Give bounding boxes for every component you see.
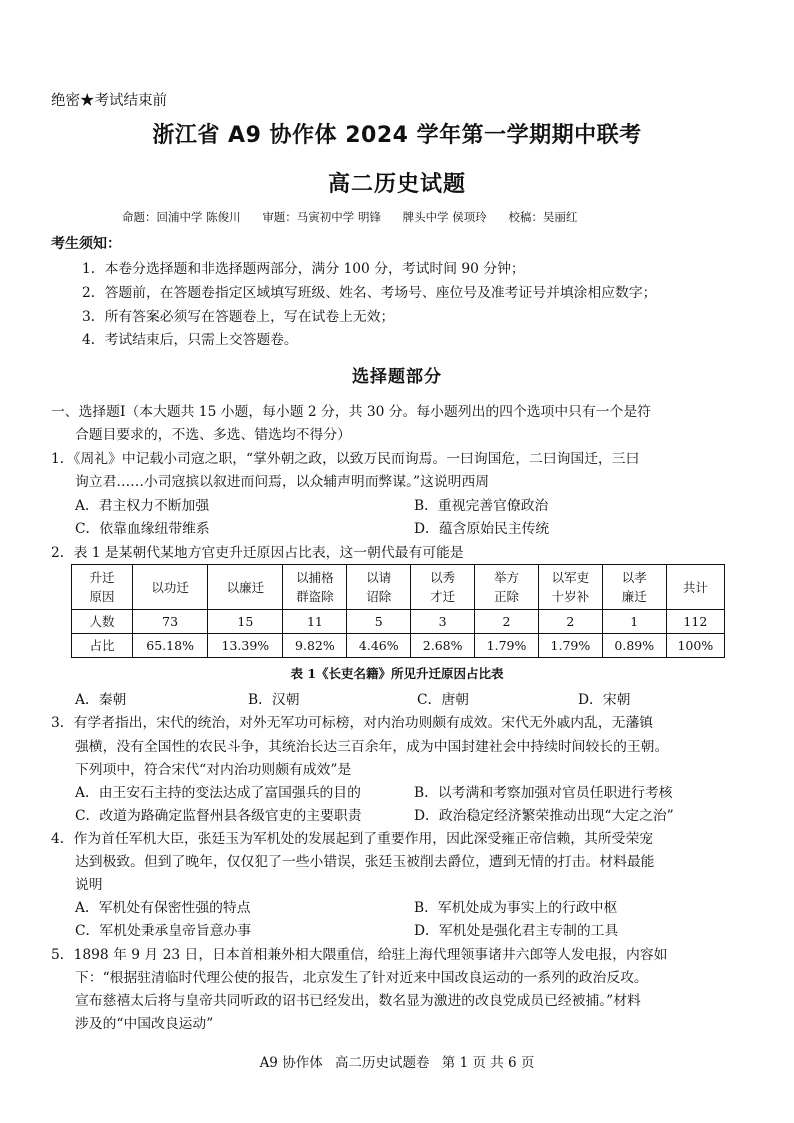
q3-option-a: A．由王安石主持的变法达成了富国强兵的目的 <box>75 785 361 801</box>
table-cell: 112 <box>666 610 724 634</box>
table-header-cell: 以捕格 群盗除 <box>283 565 347 610</box>
notice-item: 4．考试结束后，只需上交答题卷。 <box>82 332 298 348</box>
table-header-cell: 以请 诏除 <box>347 565 411 610</box>
notice-item: 1．本卷分选择题和非选择题两部分，满分 100 分，考试时间 90 分钟； <box>82 261 525 277</box>
credit-reviewer: 审题：马寅初中学 明锋 <box>262 210 381 224</box>
table-header-cell: 以功迁 <box>133 565 208 610</box>
exam-title: 浙江省 A9 协作体 2024 学年第一学期期中联考 <box>152 123 642 148</box>
q5-stem-line: 宣布慈禧太后将与皇帝共同听政的诏书已经发出，数名显为激进的改良党成员已经被捕。”材料 <box>75 993 641 1009</box>
table-header-cell: 升迁 原因 <box>72 565 133 610</box>
credits-line <box>122 209 595 225</box>
q3-option-b: B．以考满和考察加强对官员任职进行考核 <box>414 785 673 801</box>
q3-stem-line: 3．有学者指出，宋代的统治，对外无军功可标榜，对内治功则颇有成效。宋代无外戚内乱，无藩镇 <box>51 715 654 731</box>
table-cell: 15 <box>208 610 283 634</box>
footer-page-number: 第 1 页 共 6 页 <box>441 1055 535 1071</box>
table-row <box>72 610 725 634</box>
promotion-table <box>71 564 725 658</box>
table-cell: 3 <box>411 610 475 634</box>
exam-subtitle: 高二历史试题 <box>327 172 466 197</box>
q3-stem-line: 强横，没有全国性的农民斗争，其统治长达三百余年，成为中国封建社会中持续时间较长的王朝。 <box>75 739 669 755</box>
table-cell: 100% <box>666 634 724 658</box>
table-cell: 65.18% <box>133 634 208 658</box>
table-header-cell: 举方 正除 <box>475 565 539 610</box>
q1-option-c: C．依靠血缘纽带维系 <box>75 521 210 537</box>
table-header-cell: 以廉迁 <box>208 565 283 610</box>
q5-stem-line: 下：“根据驻清临时代理公使的报告，北京发生了针对近来中国改良运动的一系列的政治反攻。 <box>75 970 648 986</box>
q5-stem-line: 5．1898 年 9 月 23 日，日本首相兼外相大隈重信，给驻上海代理领事诸井六郎等人发电报，内容如 <box>51 947 668 963</box>
q2-option-d: D．宋朝 <box>578 692 631 708</box>
table-header-cell: 以秀 才迁 <box>411 565 475 610</box>
q4-option-d: D．军机处是强化君主专制的工具 <box>414 923 619 939</box>
table-cell: 2.68% <box>411 634 475 658</box>
credit-setter: 命题：回浦中学 陈俊川 <box>122 210 241 224</box>
part-instructions-line: 合题目要求的，不选、多选、错选均不得分） <box>75 427 351 443</box>
q4-stem-line: 4．作为首任军机大臣，张廷玉为军机处的发展起到了重要作用，因此深受雍正帝信赖，其所受荣宠 <box>51 831 654 847</box>
table-cell: 2 <box>538 610 602 634</box>
notice-title: 考生须知： <box>51 236 121 252</box>
q1-option-d: D．蕴含原始民主传统 <box>414 521 550 537</box>
q1-option-a: A．君主权力不断加强 <box>75 498 210 514</box>
q1-stem-line: 1．《周礼》中记载小司寇之职，“掌外朝之政，以致万民而询焉。一曰询国危，二曰询国迁，三曰 <box>51 451 640 467</box>
q4-option-c: C．军机处秉承皇帝旨意办事 <box>75 923 252 939</box>
table-header-cell: 共计 <box>666 565 724 610</box>
q4-option-a: A．军机处有保密性强的特点 <box>75 900 251 916</box>
notice-item: 2．答题前，在答题卷指定区域填写班级、姓名、考场号、座位号及准考证号并填涂相应数字； <box>82 285 657 301</box>
page-footer <box>0 1051 794 1071</box>
q4-stem-line: 说明 <box>75 877 103 893</box>
q3-option-d: D．政治稳定经济繁荣推动出现“大定之治” <box>414 808 674 824</box>
q5-stem-line: 涉及的“中国改良运动” <box>75 1016 214 1032</box>
table-row <box>72 634 725 658</box>
table-cell: 0.89% <box>602 634 666 658</box>
table-cell: 2 <box>475 610 539 634</box>
q2-stem: 2．表 1 是某朝代某地方官吏升迁原因占比表，这一朝代最有可能是 <box>51 545 464 561</box>
credit-reviewer-2: 牌头中学 侯项玲 <box>402 210 487 224</box>
table-header-cell: 以孝 廉迁 <box>602 565 666 610</box>
notice-item: 3．所有答案必须写在答题卷上，写在试卷上无效； <box>82 309 395 325</box>
part-instructions-line: 一、选择题Ⅰ（本大题共 15 小题，每小题 2 分，共 30 分。每小题列出的四个选项中只有一个是符 <box>51 404 651 420</box>
q1-option-b: B．重视完善官僚政治 <box>414 498 549 514</box>
q4-stem-line: 达到极致。但到了晚年，仅仅犯了一些小错误，张廷玉被削去爵位，遭到无情的打击。材料最能 <box>75 854 655 870</box>
table-header-cell: 以军吏 十岁补 <box>538 565 602 610</box>
table-cell: 9.82% <box>283 634 347 658</box>
table-cell: 5 <box>347 610 411 634</box>
table-caption: 表 1《长吏名籍》所见升迁原因占比表 <box>290 666 504 681</box>
table-cell: 人数 <box>72 610 133 634</box>
table-cell: 占比 <box>72 634 133 658</box>
table-cell: 13.39% <box>208 634 283 658</box>
q2-option-b: B．汉朝 <box>248 692 300 708</box>
footer-org: A9 协作体 <box>259 1055 323 1071</box>
q3-stem-line: 下列项中，符合宋代“对内治功则颇有成效”是 <box>75 762 352 778</box>
section-title: 选择题部分 <box>352 367 442 387</box>
footer-paper: 高二历史试题卷 <box>335 1055 430 1071</box>
table-cell: 11 <box>283 610 347 634</box>
table-cell: 73 <box>133 610 208 634</box>
q1-stem-line: 询立君……小司寇摈以叙进而问焉，以众辅声明而弊谋。”这说明西周 <box>75 474 490 490</box>
table-cell: 1 <box>602 610 666 634</box>
table-cell: 1.79% <box>538 634 602 658</box>
table-header-row <box>72 565 725 610</box>
q2-option-c: C．唐朝 <box>417 692 469 708</box>
table-cell: 4.46% <box>347 634 411 658</box>
confidential-mark: 绝密★考试结束前 <box>51 93 167 109</box>
q2-option-a: A．秦朝 <box>75 692 127 708</box>
q4-option-b: B．军机处成为事实上的行政中枢 <box>414 900 618 916</box>
q3-option-c: C．改道为路确定监督州县各级官吏的主要职责 <box>75 808 362 824</box>
table-cell: 1.79% <box>475 634 539 658</box>
credit-proofreader: 校稿：吴丽红 <box>508 210 578 224</box>
